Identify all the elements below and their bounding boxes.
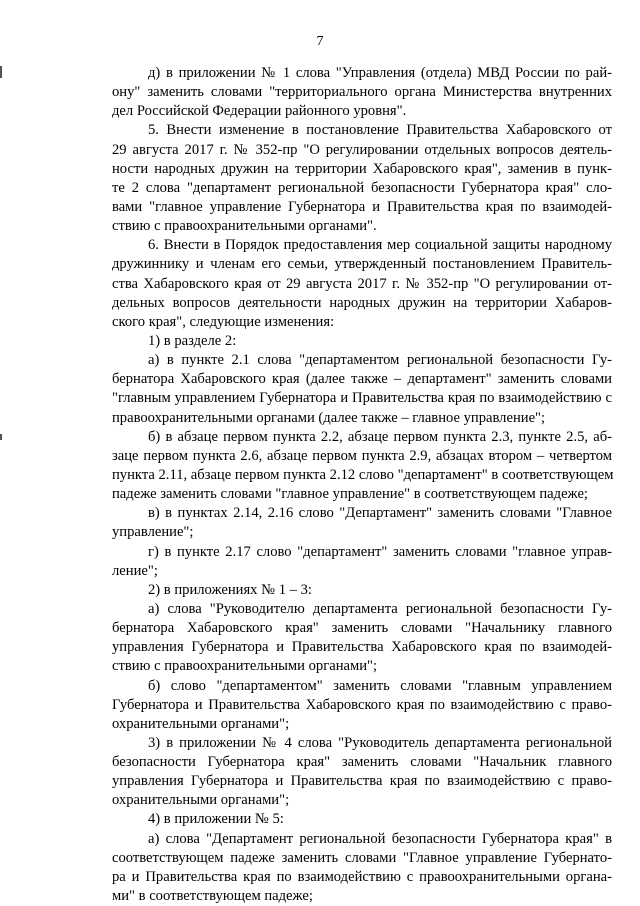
text-line: охранительными органами"; [112, 715, 290, 732]
text-line: 2) в приложениях № 1 – 3: [148, 581, 312, 598]
text-line: управления Губернатора и Правительства края по взаимодействию с право- [112, 773, 612, 790]
scan-edge-mark [0, 66, 2, 78]
text-line: а) слова "Департамент региональной безопасности Губернатора края" в [148, 830, 612, 847]
text-line: 1) в разделе 2: [148, 332, 237, 349]
text-line: заце первом пункта 2.6, абзаце первом пункта 2.9, абзацах втором – четвертом [112, 447, 612, 464]
text-line: 29 августа 2017 г. № 352-пр "О регулировании отдельных вопросов деятель- [112, 141, 612, 158]
text-line: 6. Внести в Порядок предоставления мер социальной защиты народному [148, 237, 612, 254]
text-line: дел Российской Федерации районного уровня". [112, 103, 407, 120]
page-number: 7 [316, 34, 324, 49]
text-line: ми" в соответствующем падеже; [112, 888, 313, 905]
text-line: ра и Правительства края по взаимодействию с правоохранительными органа- [112, 868, 612, 885]
text-line: вами "главное управление Губернатора и Правительства края по взаимодей- [112, 198, 612, 215]
text-line: соответствующем падеже заменить словами "Главное управление Губернато- [112, 849, 612, 866]
text-line: б) слово "департаментом" заменить словами "главным управлением [148, 677, 612, 694]
text-line: управление"; [112, 524, 194, 541]
text-line: б) в абзаце первом пункта 2.2, абзаце первом пункта 2.3, пункте 2.5, аб- [148, 428, 612, 445]
text-line: в) в пунктах 2.14, 2.16 слово "Департамент" заменить словами "Главное [148, 505, 612, 522]
text-line: управления Губернатора и Правительства Хабаровского края по взаимодей- [112, 639, 612, 656]
text-line: 4) в приложении № 5: [148, 811, 284, 828]
text-line: охранительными органами"; [112, 792, 290, 809]
text-line: те 2 слова "департамент региональной безопасности Губернатора края" сло- [112, 179, 612, 196]
text-line: бернатора Хабаровского края (далее также – департамент" заменить словами [112, 371, 612, 388]
text-line: 3) в приложении № 4 слова "Руководитель департамента региональной [148, 734, 612, 751]
text-line: Губернатора и Правительства Хабаровского края по взаимодействию с право- [112, 696, 612, 713]
text-line: ону" заменить словами "территориального органа Министерства внутренних [112, 84, 612, 101]
text-line: "главным управлением Губернатора и Правительства края по взаимодействию с [112, 390, 612, 407]
scan-edge-mark [0, 434, 2, 440]
text-line: дружиннику и членам его семьи, утвержденный постановлением Правитель- [112, 256, 612, 273]
text-line: а) в пункте 2.1 слова "департаментом региональной безопасности Гу- [148, 352, 612, 369]
text-line: падеже заменить словами "главное управление" в соответствующем падеже; [112, 486, 588, 503]
text-line: г) в пункте 2.17 слово "департамент" заменить словами "главное управ- [148, 543, 612, 560]
text-line: а) слова "Руководителю департамента региональной безопасности Гу- [148, 600, 612, 617]
text-line: ствию с правоохранительными органами". [112, 218, 377, 235]
text-line: ление"; [112, 562, 158, 579]
text-line: д) в приложении № 1 слова "Управления (отдела) МВД России по рай- [148, 65, 612, 81]
text-line: пункта 2.11, абзаце первом пункта 2.12 слово "департамент" в соответствующем [112, 466, 614, 483]
text-line: ствию с правоохранительными органами"; [112, 658, 378, 675]
text-line: бернатора Хабаровского края" заменить словами "Начальнику главного [112, 620, 612, 637]
text-line: безопасности Губернатора края" заменить словами "Начальник главного [112, 754, 612, 771]
document-body [112, 64, 612, 906]
text-line: дельных вопросов деятельности народных дружин на территории Хабаров- [112, 294, 612, 311]
text-line: ства Хабаровского края от 29 августа 2017 г. № 352-пр "О регулировании от- [112, 275, 612, 292]
text-line: 5. Внести изменение в постановление Правительства Хабаровского от [148, 122, 612, 139]
text-line: правоохранительными органами (далее также – главное управление"; [112, 409, 546, 426]
text-line: ского края", следующие изменения: [112, 313, 335, 330]
text-line: ности народных дружин на территории Хабаровского края", заменив в пунк- [112, 160, 612, 177]
